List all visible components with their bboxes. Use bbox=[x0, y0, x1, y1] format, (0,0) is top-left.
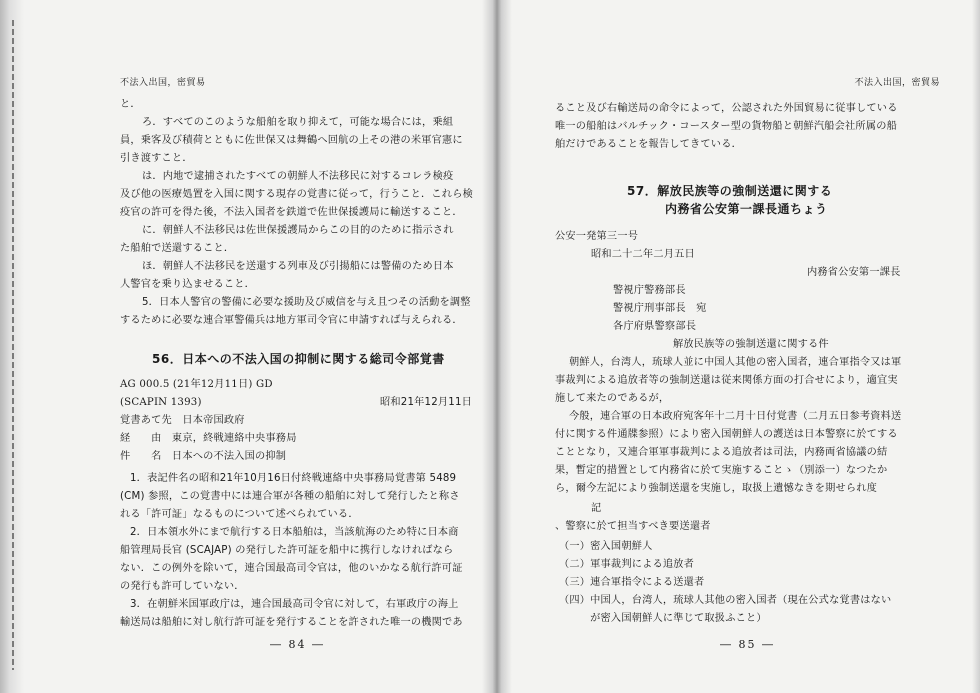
address-line: 件 名 日本への不法入国の抑制 bbox=[120, 451, 287, 462]
section-heading-line2: 内務省公安第一課長通ちょう bbox=[665, 202, 828, 216]
text-line: 事裁判による追放者等の強制送還は従来関係方面の打合せにより，適宜実 bbox=[555, 375, 898, 386]
address-line: 経 由 東京，終戦連絡中央事務局 bbox=[120, 433, 297, 444]
text-line: に．朝鮮人不法移民は佐世保援護局からこの目的のために指示され bbox=[142, 225, 454, 236]
list-item: が密入国朝鮮人に準じて取扱ふこと） bbox=[559, 613, 767, 624]
page-edge-right bbox=[972, 0, 980, 693]
text-line: 果，暫定的措置として内務省に於て実施することゝ（別添一）なつたか bbox=[555, 465, 888, 476]
sender: 内務省公安第一課長 bbox=[807, 267, 901, 278]
list-item: （四）中国人，台湾人，琉球人其他の密入国者（現在公式な覚書はない bbox=[559, 595, 892, 606]
list-intro: 、警察に於て担当すべき要送還者 bbox=[555, 521, 711, 532]
page-number: ― 84 ― bbox=[270, 638, 325, 651]
page-number: ― 85 ― bbox=[720, 638, 775, 651]
text-line: 疫官の許可を得た後，不法入国者を鉄道で佐世保援護局に輸送すること． bbox=[120, 207, 463, 218]
text-line: 唯一の船舶はバルチック・コースター型の貨物船と朝鮮汽船会社所属の船 bbox=[555, 121, 897, 132]
list-item: （三）連合軍指令による送還者 bbox=[559, 577, 705, 588]
page-edge-left bbox=[0, 0, 24, 693]
right-page bbox=[555, 0, 940, 693]
text-line: こととなり，又連合軍軍事裁判による追放者は司法，内務両省協議の結 bbox=[555, 447, 888, 458]
text-line: 輸送局は船舶に対し航行許可証を発行することを許された唯一の機関であ bbox=[120, 617, 463, 628]
text-line: 2．日本領水外にまで航行する日本船舶は，当該航海のため特に日本商 bbox=[130, 527, 459, 538]
list-item: （二）軍事裁判による追放者 bbox=[559, 559, 695, 570]
text-line: 引き渡すこと． bbox=[120, 153, 193, 164]
text-line: 3．在朝鮮米国軍政庁は，連合国最高司令官に対して，右軍政庁の海上 bbox=[130, 599, 459, 610]
recipient: 各庁府県警察部長 bbox=[613, 321, 697, 332]
text-line: 及び他の医療処置を入国に関する現存の覚書に従って，行うこと．これら検 bbox=[120, 189, 473, 200]
text-line: 舶だけであることを報告してきている． bbox=[555, 139, 742, 150]
text-line: 員，乗客及び積荷とともに佐世保又は舞鶴へ回航の上その港の米軍官憲に bbox=[120, 135, 463, 146]
memo-date: 昭和21年12月11日 bbox=[380, 397, 473, 408]
document-date: 昭和二十二年二月五日 bbox=[591, 249, 695, 260]
subject-line: 解放民族等の強制送還に関する件 bbox=[673, 339, 829, 350]
text-line: 今般，連合軍の日本政府宛客年十二月十日付覚書（二月五日参考資料送 bbox=[569, 411, 902, 422]
section-heading: 56．日本への不法入国の抑制に関する総司令部覚書 bbox=[152, 352, 445, 366]
text-line: ない．この例外を除いて，連合国最高司令官は，他のいかなる航行許可証 bbox=[120, 563, 463, 574]
reference-line: (SCAPIN 1393) bbox=[120, 397, 202, 408]
text-line: の発行も許可していない． bbox=[120, 581, 245, 592]
text-line: 付に関する件通牒参照）により密入国朝鮮人の護送は日本警察に於てする bbox=[555, 429, 898, 440]
text-line: 1．表記件名の昭和21年10月16日付終戦連絡中央事務局覚書第 5489 bbox=[130, 473, 457, 484]
ki-mark: 記 bbox=[591, 503, 602, 514]
text-line: れる「許可証」なるものについて述べられている． bbox=[120, 509, 359, 520]
text-line: ほ．朝鮮人不法移民を送還する列車及び引揚船には警備のため日本 bbox=[142, 261, 454, 272]
running-head: 不法入出国，密貿易 bbox=[854, 78, 940, 88]
running-head: 不法入出国，密貿易 bbox=[120, 78, 206, 88]
text-line: するために必要な連合軍警備兵は地方軍司令官に申請すれば与えられる． bbox=[120, 315, 463, 326]
text-line: 人警官を乗り込ませること． bbox=[120, 279, 256, 290]
reference-line: AG 000.5 (21年12月11日) GD bbox=[120, 379, 273, 390]
list-item: （一）密入国朝鮮人 bbox=[559, 541, 653, 552]
text-line: 朝鮮人，台湾人，琉球人並に中国人其他の密入国者，連合軍指令又は軍 bbox=[569, 357, 902, 368]
text-line: 船管理局長官 (SCAJAP) の発行した許可証を船中に携行しなければなら bbox=[120, 545, 454, 556]
text-line: ら，爾今左記により強制送還を実施し，取扱上遺憾なきを期せられ度 bbox=[555, 483, 878, 494]
recipient: 警視庁刑事部長 宛 bbox=[613, 303, 707, 314]
recipient: 警視庁警務部長 bbox=[613, 285, 686, 296]
text-line: は．内地で逮捕されたすべての朝鮮人不法移民に対するコレラ検疫 bbox=[142, 171, 454, 182]
text-line: た船舶で送還すること． bbox=[120, 243, 235, 254]
text-line: 施して来たのであるが， bbox=[555, 393, 670, 404]
left-page bbox=[100, 0, 480, 693]
text-line: 5．日本人警官の警備に必要な援助及び威信を与え且つその活動を調整 bbox=[142, 297, 471, 308]
text-line: ること及び右輸送局の命令によって，公認された外国貿易に従事している bbox=[555, 103, 898, 114]
text-line: (CM) 参照，この覚書中には連合軍が各種の船舶に対して発行したと称さ bbox=[120, 491, 460, 502]
book-gutter bbox=[482, 0, 512, 693]
address-line: 覚書あて先 日本帝国政府 bbox=[120, 415, 245, 426]
section-heading: 57．解放民族等の強制送還に関する bbox=[627, 184, 833, 198]
text-line: と． bbox=[120, 99, 141, 110]
text-line: ろ．すべてのこのような船舶を取り抑えて，可能な場合には，乗組 bbox=[142, 117, 454, 128]
document-number: 公安一発第三一号 bbox=[555, 231, 639, 242]
